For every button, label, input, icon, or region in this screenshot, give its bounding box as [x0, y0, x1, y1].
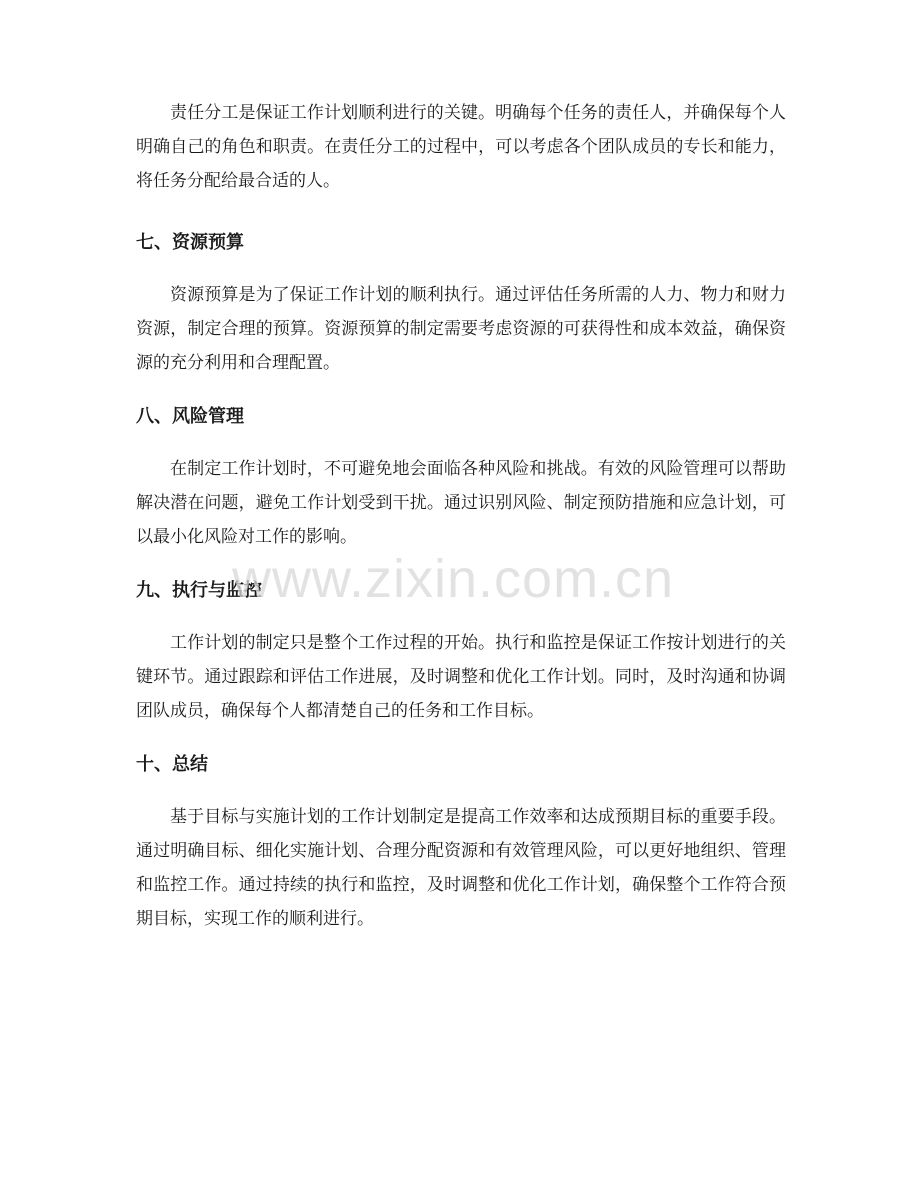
section-heading-risk-management: 八、风险管理	[136, 406, 244, 427]
section-paragraph-resource-budget: 资源预算是为了保证工作计划的顺利执行。通过评估任务所需的人力、物力和财力资源，制定合理的预算。资源预算的制定需要考虑资源的可获得性和成本效益，确保资源的充分利用和合理配置。	[136, 285, 786, 373]
section-heading-summary: 十、总结	[136, 754, 208, 775]
intro-paragraph: 责任分工是保证工作计划顺利进行的关键。明确每个任务的责任人，并确保每个人明确自己的角色和职责。在责任分工的过程中，可以考虑各个团队成员的专长和能力，将任务分配给最合适的人。	[136, 103, 786, 191]
section-heading-execution-monitoring: 九、执行与监控	[136, 580, 262, 601]
section-paragraph-execution-monitoring: 工作计划的制定只是整个工作过程的开始。执行和监控是保证工作按计划进行的关键环节。通过跟踪和评估工作进展，及时调整和优化工作计划。同时，及时沟通和协调团队成员，确保每个人都清楚自己的任务和工作目标。	[136, 633, 786, 721]
watermark: www.zixin.com.cn	[232, 549, 675, 609]
section-paragraph-summary: 基于目标与实施计划的工作计划制定是提高工作效率和达成预期目标的重要手段。通过明确目标、细化实施计划、合理分配资源和有效管理风险，可以更好地组织、管理和监控工作。通过持续的执行和监控，及时调整和优化工作计划，确保整个工作符合预期目标，实现工作的顺利进行。	[136, 807, 786, 929]
section-heading-resource-budget: 七、资源预算	[136, 232, 244, 253]
section-paragraph-risk-management: 在制定工作计划时，不可避免地会面临各种风险和挑战。有效的风险管理可以帮助解决潜在问题，避免工作计划受到干扰。通过识别风险、制定预防措施和应急计划，可以最小化风险对工作的影响。	[136, 459, 786, 547]
